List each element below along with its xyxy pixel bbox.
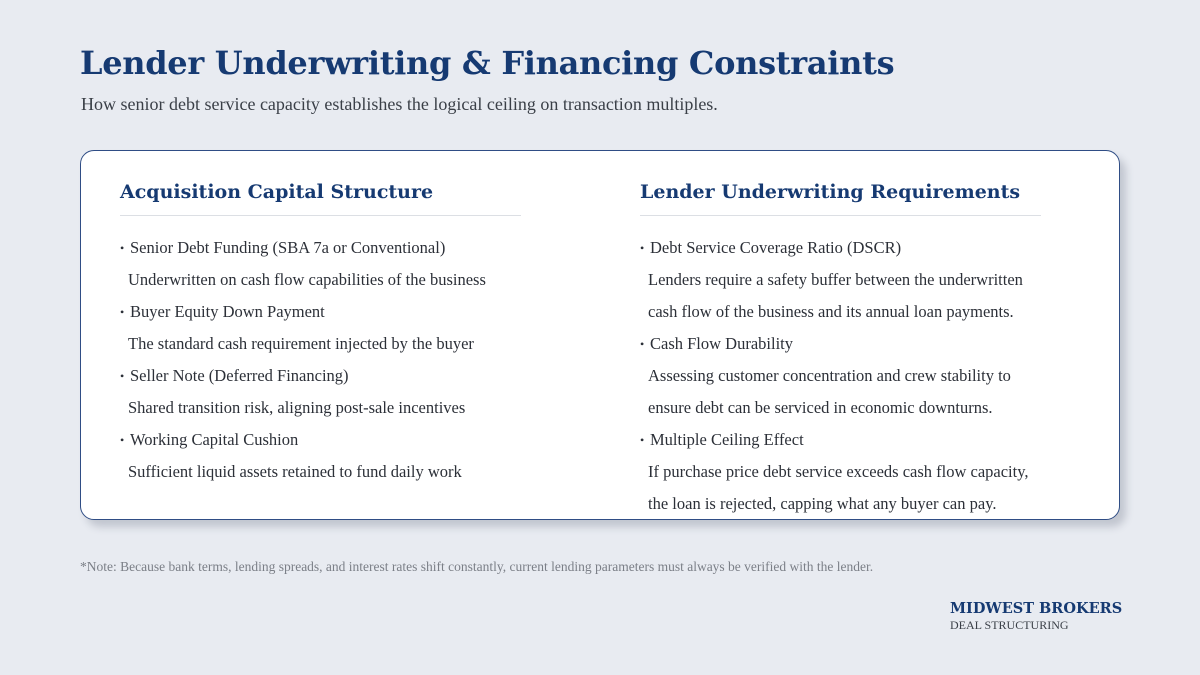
brand-tagline: DEAL STRUCTURING [950, 618, 1069, 632]
list-item-title-text: Debt Service Coverage Ratio (DSCR) [650, 238, 902, 257]
underwriting-requirements-list [640, 216, 1041, 520]
list-item-description: the loan is rejected, capping what any buyer can pay. [648, 494, 997, 513]
footnote: *Note: Because bank terms, lending spreads, and interest rates shift constantly, current lending parameters must always be verified with the lender. [80, 559, 874, 574]
list-item [640, 232, 1041, 328]
list-item-title-text: Senior Debt Funding (SBA 7a or Conventional) [130, 238, 446, 257]
list-item-description: Sufficient liquid assets retained to fund daily work [128, 462, 462, 481]
content-card [80, 150, 1120, 520]
list-item-title-text: Seller Note (Deferred Financing) [130, 366, 349, 385]
page-title: Lender Underwriting & Financing Constraints [80, 44, 895, 82]
list-item-description: If purchase price debt service exceeds cash flow capacity, [648, 462, 1029, 481]
list-item-description: Shared transition risk, aligning post-sale incentives [128, 398, 466, 417]
bullet-icon: • [120, 305, 125, 319]
list-item-title-text: Multiple Ceiling Effect [650, 430, 804, 449]
list-item-description: cash flow of the business and its annual loan payments. [648, 302, 1014, 321]
bullet-icon: • [640, 433, 645, 447]
capital-structure-column [120, 179, 521, 488]
list-item-description: The standard cash requirement injected by the buyer [128, 334, 474, 353]
list-item [120, 232, 521, 296]
list-item-title-text: Buyer Equity Down Payment [130, 302, 325, 321]
capital-structure-heading: Acquisition Capital Structure [120, 179, 521, 216]
list-item-title [120, 360, 521, 392]
bullet-icon: • [120, 369, 125, 383]
list-item [120, 296, 521, 360]
list-item [640, 328, 1041, 424]
underwriting-requirements-heading: Lender Underwriting Requirements [640, 179, 1041, 216]
list-item-title-text: Working Capital Cushion [130, 430, 299, 449]
bullet-icon: • [640, 241, 645, 255]
list-item-title-text: Cash Flow Durability [650, 334, 793, 353]
list-item [640, 424, 1041, 520]
list-item [120, 360, 521, 424]
brand-name: MIDWEST BROKERS [950, 600, 1123, 617]
list-item-description: Underwritten on cash flow capabilities of the business [128, 270, 486, 289]
list-item-title [120, 296, 521, 328]
page-subtitle: How senior debt service capacity establishes the logical ceiling on transaction multiples. [81, 94, 718, 114]
list-item-title [120, 424, 521, 456]
list-item-title [640, 424, 1041, 456]
list-item-description: Lenders require a safety buffer between the underwritten [648, 270, 1023, 289]
brand-block [950, 600, 1122, 632]
list-item-description: ensure debt can be serviced in economic downturns. [648, 398, 993, 417]
bullet-icon: • [120, 433, 125, 447]
capital-structure-list [120, 216, 521, 488]
bullet-icon: • [640, 337, 645, 351]
list-item [120, 424, 521, 488]
list-item-description: Assessing customer concentration and crew stability to [648, 366, 1011, 385]
bullet-icon: • [120, 241, 125, 255]
underwriting-requirements-column [640, 179, 1041, 520]
list-item-title [640, 328, 1041, 360]
list-item-title [120, 232, 521, 264]
list-item-title [640, 232, 1041, 264]
